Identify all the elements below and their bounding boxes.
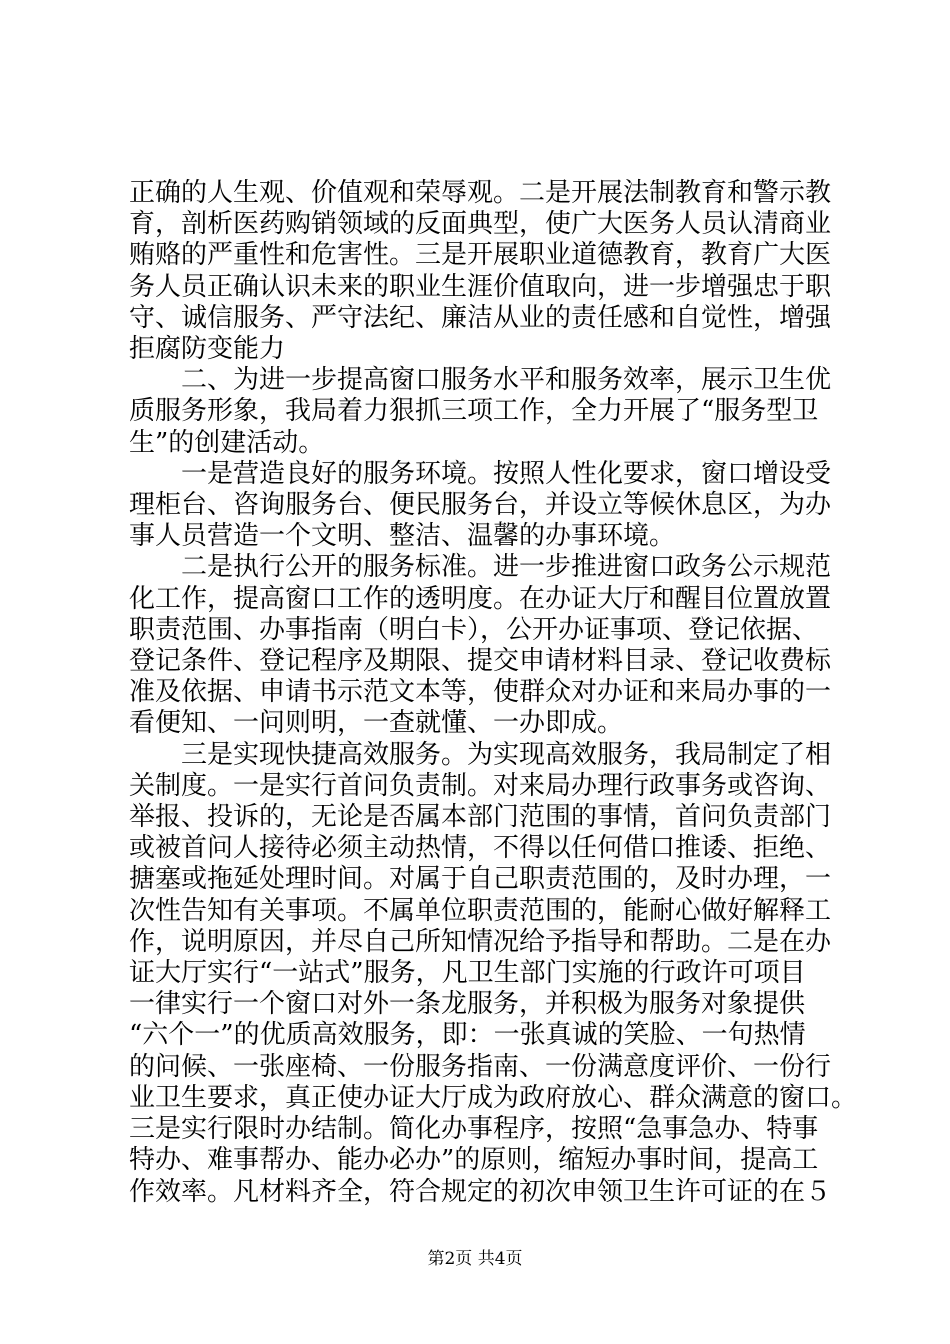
text-line: 业卫生要求，真正使办证大厅成为政府放心、群众满意的窗口。 (129, 1082, 858, 1113)
text-line: 三是实行限时办结制。简化办事程序，按照“急事急办、特事 (129, 1114, 819, 1145)
paragraph (129, 458, 832, 553)
text-line: 或被首问人接待必须主动热情，不得以任何借口推诿、拒绝、 (129, 833, 832, 864)
text-line: 化工作，提高窗口工作的透明度。在办证大厅和醒目位置放置 (129, 583, 832, 614)
text-line: 拒腐防变能力 (129, 334, 286, 365)
paragraph (129, 365, 832, 459)
text-line: 关制度。一是实行首问负责制。对来局办理行政事务或咨询、 (129, 770, 832, 801)
page-number-label: 第2页 共4页 (427, 1249, 523, 1269)
page-footer (0, 1244, 950, 1269)
text-line: 作效率。凡材料齐全，符合规定的初次申领卫生许可证的在５ (129, 1176, 832, 1207)
text-line: 证大厅实行“一站式”服务，凡卫生部门实施的行政许可项目 (129, 958, 806, 989)
text-line: 搪塞或拖延处理时间。对属于自己职责范围的，及时办理，一 (129, 864, 832, 895)
text-line: 理柜台、咨询服务台、便民服务台，并设立等候休息区，为办 (129, 490, 832, 521)
text-line: 职责范围、办事指南（明白卡），公开办证事项、登记依据、 (129, 614, 819, 645)
text-line: 的问候、一张座椅、一份服务指南、一份满意度评价、一份行 (129, 1051, 832, 1082)
text-line: 贿赂的严重性和危害性。三是开展职业道德教育，教育广大医 (129, 240, 832, 271)
text-line: 正确的人生观、价值观和荣辱观。二是开展法制教育和警示教 (129, 178, 832, 208)
paragraph (129, 739, 858, 1208)
text-line: 登记条件、登记程序及期限、提交申请材料目录、登记收费标 (129, 646, 832, 677)
paragraph (129, 178, 832, 365)
text-line: 育，剖析医药购销领域的反面典型，使广大医务人员认清商业 (129, 209, 832, 240)
text-line: 一是营造良好的服务环境。按照人性化要求，窗口增设受 (129, 458, 832, 489)
text-line: 质服务形象，我局着力狠抓三项工作，全力开展了“服务型卫 (129, 396, 819, 427)
text-line: 特办、难事帮办、能办必办”的原则，缩短办事时间，提高工 (129, 1145, 819, 1176)
text-line: 准及依据、申请书示范文本等，使群众对办证和来局办事的一 (129, 677, 832, 708)
text-line: 次性告知有关事项。不属单位职责范围的，能耐心做好解释工 (129, 895, 832, 926)
text-line: 二是执行公开的服务标准。进一步推进窗口政务公示规范 (129, 552, 832, 583)
text-line: 生”的创建活动。 (129, 427, 325, 458)
text-line: “六个一”的优质高效服务，即：一张真诚的笑脸、一句热情 (129, 1020, 806, 1051)
text-line: 事人员营造一个文明、整洁、温馨的办事环境。 (129, 521, 676, 552)
text-line: 三是实现快捷高效服务。为实现高效服务，我局制定了相 (129, 739, 832, 770)
text-line: 一律实行一个窗口对外一条龙服务，并积极为服务对象提供 (129, 989, 806, 1020)
text-line: 举报、投诉的，无论是否属本部门范围的事情，首问负责部门 (129, 802, 832, 833)
paragraph (129, 552, 832, 739)
text-line: 守、诚信服务、严守法纪、廉洁从业的责任感和自觉性，增强 (129, 302, 832, 333)
text-line: 务人员正确认识未来的职业生涯价值取向，进一步增强忠于职 (129, 271, 832, 302)
document-body (129, 178, 858, 1208)
text-line: 二、为进一步提高窗口服务水平和服务效率，展示卫生优 (129, 365, 832, 396)
text-line: 作，说明原因，并尽自己所知情况给予指导和帮助。二是在办 (129, 926, 832, 957)
text-line: 看便知、一问则明，一查就懂、一办即成。 (129, 708, 624, 739)
